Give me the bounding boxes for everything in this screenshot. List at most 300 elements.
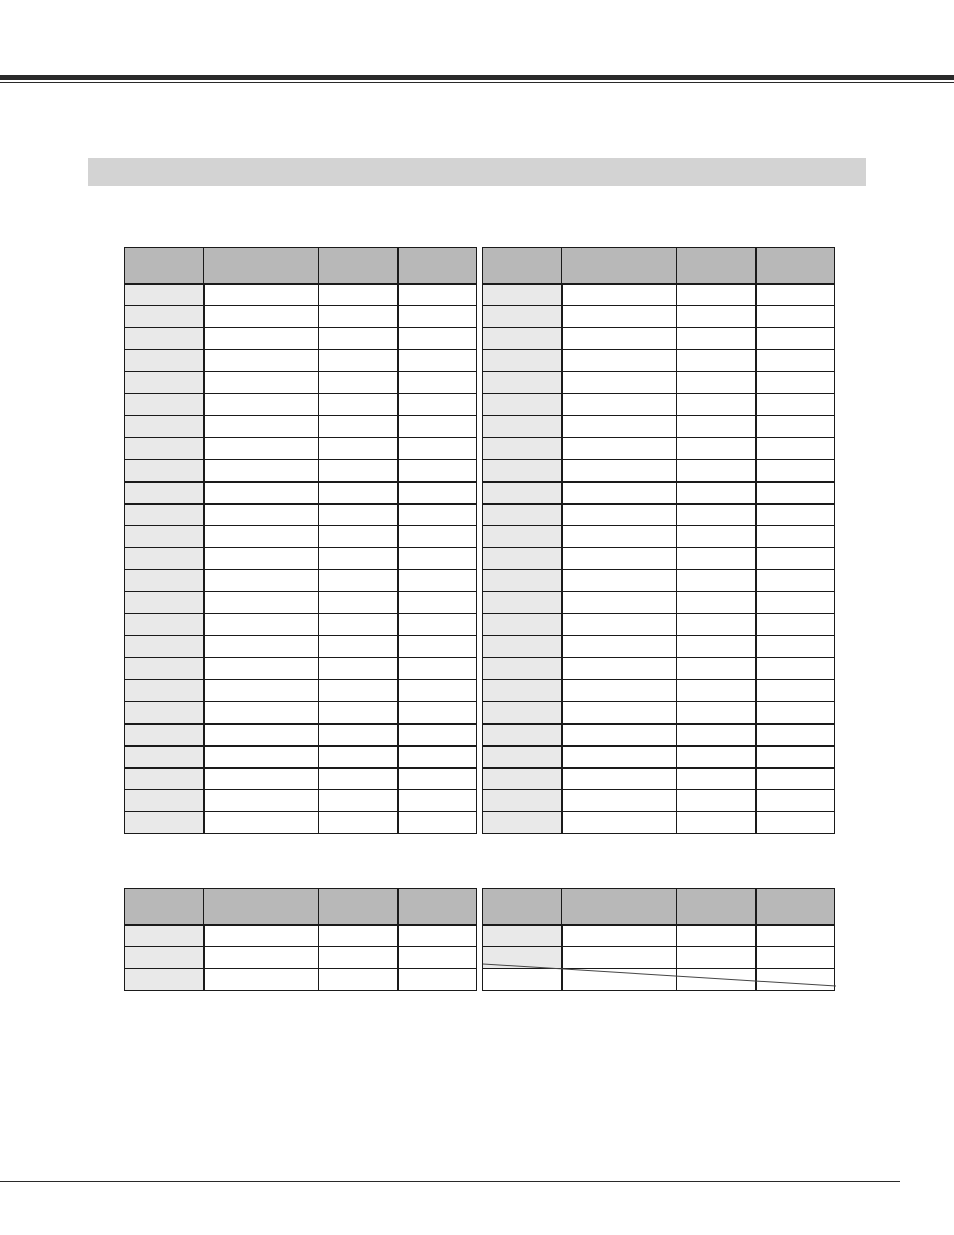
table-row xyxy=(483,460,835,482)
table-cell xyxy=(319,702,398,724)
table-cell xyxy=(756,746,835,768)
table-row xyxy=(483,284,835,306)
column-header xyxy=(319,889,398,925)
table-cell xyxy=(483,746,562,768)
table-cell xyxy=(204,372,319,394)
table-cell xyxy=(204,790,319,812)
table-cell xyxy=(562,394,677,416)
table-cell xyxy=(483,812,562,834)
table-row xyxy=(125,768,477,790)
table-row xyxy=(125,658,477,680)
table-cell xyxy=(677,680,756,702)
column-header xyxy=(483,248,562,284)
table-cell xyxy=(125,790,204,812)
table-cell xyxy=(756,372,835,394)
table-cell xyxy=(483,570,562,592)
table-cell xyxy=(483,350,562,372)
table-cell xyxy=(204,460,319,482)
table-cell xyxy=(125,658,204,680)
table-cell xyxy=(398,724,477,746)
table-row xyxy=(483,328,835,350)
table-cell xyxy=(319,504,398,526)
table-row xyxy=(125,812,477,834)
column-header xyxy=(125,889,204,925)
table-cell xyxy=(483,614,562,636)
table-row xyxy=(125,724,477,746)
table-cell xyxy=(204,702,319,724)
table-row xyxy=(483,724,835,746)
table-row xyxy=(125,394,477,416)
table-cell xyxy=(398,658,477,680)
table-row xyxy=(483,680,835,702)
table-cell xyxy=(562,328,677,350)
column-header xyxy=(398,889,477,925)
table-row xyxy=(125,548,477,570)
table-cell xyxy=(756,768,835,790)
table-cell xyxy=(677,570,756,592)
column-header xyxy=(756,889,835,925)
table-row xyxy=(125,969,477,991)
table-cell xyxy=(125,372,204,394)
table-cell xyxy=(204,969,319,991)
table-cell xyxy=(756,328,835,350)
table-cell xyxy=(319,328,398,350)
footer-rule xyxy=(0,1181,900,1182)
table-cell xyxy=(483,372,562,394)
table-cell xyxy=(319,746,398,768)
table-cell xyxy=(562,306,677,328)
table-cell xyxy=(562,482,677,504)
table-cell xyxy=(677,306,756,328)
table-cell xyxy=(125,460,204,482)
table-row xyxy=(483,416,835,438)
table-cell xyxy=(756,680,835,702)
table-cell xyxy=(562,570,677,592)
table-cell xyxy=(562,416,677,438)
column-header xyxy=(204,889,319,925)
table-cell xyxy=(562,548,677,570)
table-cell xyxy=(398,636,477,658)
table-cell xyxy=(398,812,477,834)
table-cell xyxy=(562,947,677,969)
table-row xyxy=(483,306,835,328)
table-cell xyxy=(319,925,398,947)
table-cell xyxy=(398,969,477,991)
table-cell xyxy=(756,460,835,482)
table-cell xyxy=(677,526,756,548)
table-cell xyxy=(677,284,756,306)
table-cell xyxy=(562,680,677,702)
table-cell xyxy=(398,680,477,702)
section-heading-bar xyxy=(88,158,866,186)
table-cell xyxy=(125,306,204,328)
table-row xyxy=(125,702,477,724)
table-header-row xyxy=(125,248,477,284)
table-cell xyxy=(125,504,204,526)
table-cell xyxy=(125,680,204,702)
table-cell xyxy=(319,680,398,702)
table-row xyxy=(483,438,835,460)
table-cell xyxy=(483,460,562,482)
table-cell xyxy=(319,658,398,680)
table-row xyxy=(483,702,835,724)
table-row xyxy=(125,438,477,460)
table-cell xyxy=(398,284,477,306)
column-header xyxy=(562,889,677,925)
table-cell xyxy=(125,925,204,947)
table-cell xyxy=(677,636,756,658)
table-cell xyxy=(204,812,319,834)
table-cell xyxy=(677,548,756,570)
table-cell xyxy=(204,526,319,548)
table-row xyxy=(483,394,835,416)
table-cell xyxy=(204,284,319,306)
table-row xyxy=(125,284,477,306)
table-cell xyxy=(562,969,677,991)
table-row xyxy=(483,570,835,592)
table-cell xyxy=(483,680,562,702)
table-cell xyxy=(398,614,477,636)
table-cell xyxy=(483,702,562,724)
table-cell xyxy=(677,460,756,482)
table-row xyxy=(125,592,477,614)
table-cell xyxy=(204,504,319,526)
table-cell xyxy=(677,504,756,526)
table-cell xyxy=(756,790,835,812)
table-cell xyxy=(483,548,562,570)
table-cell xyxy=(125,350,204,372)
table-cell xyxy=(125,328,204,350)
table-row xyxy=(125,526,477,548)
table-cell xyxy=(398,548,477,570)
table-cell xyxy=(398,328,477,350)
header-rule-thin xyxy=(0,82,954,83)
table-cell xyxy=(562,925,677,947)
table-cell xyxy=(756,438,835,460)
table-cell xyxy=(125,416,204,438)
table-cell xyxy=(677,768,756,790)
table-cell xyxy=(319,636,398,658)
table-row xyxy=(483,947,835,969)
table-cell xyxy=(677,372,756,394)
table-cell xyxy=(125,746,204,768)
table-cell xyxy=(125,724,204,746)
table-cell xyxy=(204,328,319,350)
table-cell xyxy=(398,306,477,328)
table-cell xyxy=(125,969,204,991)
extra-table-right xyxy=(482,888,835,991)
table-cell xyxy=(756,592,835,614)
table-cell xyxy=(562,746,677,768)
table-cell xyxy=(756,658,835,680)
table-cell xyxy=(398,947,477,969)
table-cell xyxy=(204,438,319,460)
table-cell xyxy=(756,350,835,372)
table-row xyxy=(125,614,477,636)
table-cell xyxy=(677,702,756,724)
table-row xyxy=(483,969,835,991)
table-row xyxy=(125,350,477,372)
table-cell xyxy=(398,438,477,460)
table-cell xyxy=(204,947,319,969)
table-cell xyxy=(483,328,562,350)
extra-table-left xyxy=(124,888,477,991)
table-row xyxy=(125,746,477,768)
table-cell xyxy=(398,925,477,947)
column-header xyxy=(562,248,677,284)
table-cell xyxy=(398,372,477,394)
table-cell xyxy=(756,614,835,636)
table-cell xyxy=(319,526,398,548)
table-cell xyxy=(204,394,319,416)
table-cell xyxy=(677,416,756,438)
table-row xyxy=(125,328,477,350)
table-cell xyxy=(398,768,477,790)
table-cell xyxy=(319,460,398,482)
table-cell xyxy=(319,482,398,504)
table-cell xyxy=(756,925,835,947)
table-cell xyxy=(204,306,319,328)
table-cell xyxy=(319,570,398,592)
table-cell xyxy=(483,969,562,991)
table-row xyxy=(483,592,835,614)
table-cell xyxy=(204,570,319,592)
table-cell xyxy=(483,947,562,969)
table-row xyxy=(125,372,477,394)
table-row xyxy=(125,790,477,812)
table-row xyxy=(125,947,477,969)
table-cell xyxy=(483,925,562,947)
table-cell xyxy=(562,614,677,636)
table-cell xyxy=(677,482,756,504)
column-header xyxy=(677,889,756,925)
table-cell xyxy=(562,592,677,614)
table-cell xyxy=(398,482,477,504)
table-cell xyxy=(319,812,398,834)
table-cell xyxy=(398,592,477,614)
section-heading-text xyxy=(88,158,866,168)
table-row xyxy=(125,504,477,526)
table-cell xyxy=(756,526,835,548)
table-cell xyxy=(677,724,756,746)
table-cell xyxy=(562,526,677,548)
table-cell xyxy=(319,438,398,460)
table-cell xyxy=(204,482,319,504)
table-cell xyxy=(319,548,398,570)
table-cell xyxy=(398,790,477,812)
table-cell xyxy=(756,306,835,328)
table-cell xyxy=(204,768,319,790)
table-cell xyxy=(125,438,204,460)
table-cell xyxy=(756,702,835,724)
table-cell xyxy=(204,636,319,658)
table-row xyxy=(483,482,835,504)
table-cell xyxy=(125,548,204,570)
table-cell xyxy=(677,812,756,834)
table-row xyxy=(483,790,835,812)
table-row xyxy=(483,658,835,680)
table-cell xyxy=(756,947,835,969)
table-cell xyxy=(677,350,756,372)
table-cell xyxy=(125,394,204,416)
table-cell xyxy=(677,438,756,460)
table-cell xyxy=(398,746,477,768)
header-rule-thick xyxy=(0,75,954,80)
table-cell xyxy=(204,724,319,746)
table-cell xyxy=(756,394,835,416)
table-cell xyxy=(125,482,204,504)
table-cell xyxy=(319,724,398,746)
table-cell xyxy=(319,394,398,416)
table-row xyxy=(125,925,477,947)
table-cell xyxy=(483,504,562,526)
table-cell xyxy=(125,702,204,724)
table-cell xyxy=(204,658,319,680)
table-cell xyxy=(483,482,562,504)
table-row xyxy=(483,925,835,947)
table-cell xyxy=(562,636,677,658)
table-cell xyxy=(319,947,398,969)
table-cell xyxy=(398,570,477,592)
compatibility-table-left xyxy=(124,247,477,834)
table-row xyxy=(483,768,835,790)
table-cell xyxy=(756,636,835,658)
table-cell xyxy=(204,746,319,768)
table-cell xyxy=(562,702,677,724)
table-cell xyxy=(125,284,204,306)
table-cell xyxy=(677,614,756,636)
table-cell xyxy=(398,460,477,482)
table-row xyxy=(483,812,835,834)
table-cell xyxy=(398,504,477,526)
table-row xyxy=(483,746,835,768)
table-cell xyxy=(319,592,398,614)
table-row xyxy=(125,460,477,482)
table-cell xyxy=(756,504,835,526)
table-cell xyxy=(677,969,756,991)
table-cell xyxy=(756,570,835,592)
table-cell xyxy=(677,394,756,416)
table-cell xyxy=(483,636,562,658)
table-cell xyxy=(562,460,677,482)
table-cell xyxy=(756,416,835,438)
table-cell xyxy=(677,592,756,614)
table-cell xyxy=(204,592,319,614)
table-cell xyxy=(483,306,562,328)
table-cell xyxy=(398,416,477,438)
table-cell xyxy=(677,658,756,680)
column-header xyxy=(483,889,562,925)
table-cell xyxy=(319,350,398,372)
table-header-row xyxy=(125,889,477,925)
table-cell xyxy=(677,947,756,969)
table-cell xyxy=(319,284,398,306)
table-cell xyxy=(204,548,319,570)
table-cell xyxy=(398,394,477,416)
column-header xyxy=(319,248,398,284)
table-row xyxy=(483,350,835,372)
table-row xyxy=(125,416,477,438)
table-cell xyxy=(756,482,835,504)
table-cell xyxy=(125,947,204,969)
table-row xyxy=(125,680,477,702)
table-cell xyxy=(677,925,756,947)
table-cell xyxy=(562,372,677,394)
compatibility-table-right xyxy=(482,247,835,834)
table-row xyxy=(483,636,835,658)
column-header xyxy=(204,248,319,284)
table-cell xyxy=(756,969,835,991)
table-row xyxy=(125,306,477,328)
table-cell xyxy=(125,768,204,790)
table-row xyxy=(483,504,835,526)
table-cell xyxy=(483,790,562,812)
table-cell xyxy=(562,284,677,306)
table-cell xyxy=(125,812,204,834)
table-row xyxy=(125,636,477,658)
table-cell xyxy=(483,438,562,460)
table-cell xyxy=(125,592,204,614)
column-header xyxy=(125,248,204,284)
table-cell xyxy=(319,614,398,636)
table-cell xyxy=(483,724,562,746)
table-cell xyxy=(677,328,756,350)
table-cell xyxy=(483,658,562,680)
column-header xyxy=(756,248,835,284)
table-cell xyxy=(756,548,835,570)
table-cell xyxy=(483,526,562,548)
table-cell xyxy=(756,812,835,834)
table-cell xyxy=(562,504,677,526)
column-header xyxy=(677,248,756,284)
table-cell xyxy=(319,969,398,991)
table-cell xyxy=(125,636,204,658)
table-cell xyxy=(319,768,398,790)
table-row xyxy=(483,614,835,636)
table-row xyxy=(125,482,477,504)
table-cell xyxy=(562,768,677,790)
table-row xyxy=(483,526,835,548)
table-header-row xyxy=(483,248,835,284)
table-cell xyxy=(677,746,756,768)
table-cell xyxy=(756,724,835,746)
table-cell xyxy=(398,350,477,372)
table-cell xyxy=(125,526,204,548)
table-cell xyxy=(398,526,477,548)
table-cell xyxy=(562,350,677,372)
table-cell xyxy=(562,658,677,680)
table-cell xyxy=(562,812,677,834)
table-cell xyxy=(483,768,562,790)
table-header-row xyxy=(483,889,835,925)
table-row xyxy=(483,548,835,570)
table-cell xyxy=(204,925,319,947)
table-cell xyxy=(319,790,398,812)
table-cell xyxy=(483,416,562,438)
table-cell xyxy=(562,724,677,746)
table-cell xyxy=(319,372,398,394)
column-header xyxy=(398,248,477,284)
table-cell xyxy=(204,680,319,702)
table-cell xyxy=(483,394,562,416)
table-cell xyxy=(204,416,319,438)
table-cell xyxy=(204,614,319,636)
table-cell xyxy=(398,702,477,724)
table-cell xyxy=(319,306,398,328)
table-cell xyxy=(677,790,756,812)
table-cell xyxy=(319,416,398,438)
table-row xyxy=(125,570,477,592)
